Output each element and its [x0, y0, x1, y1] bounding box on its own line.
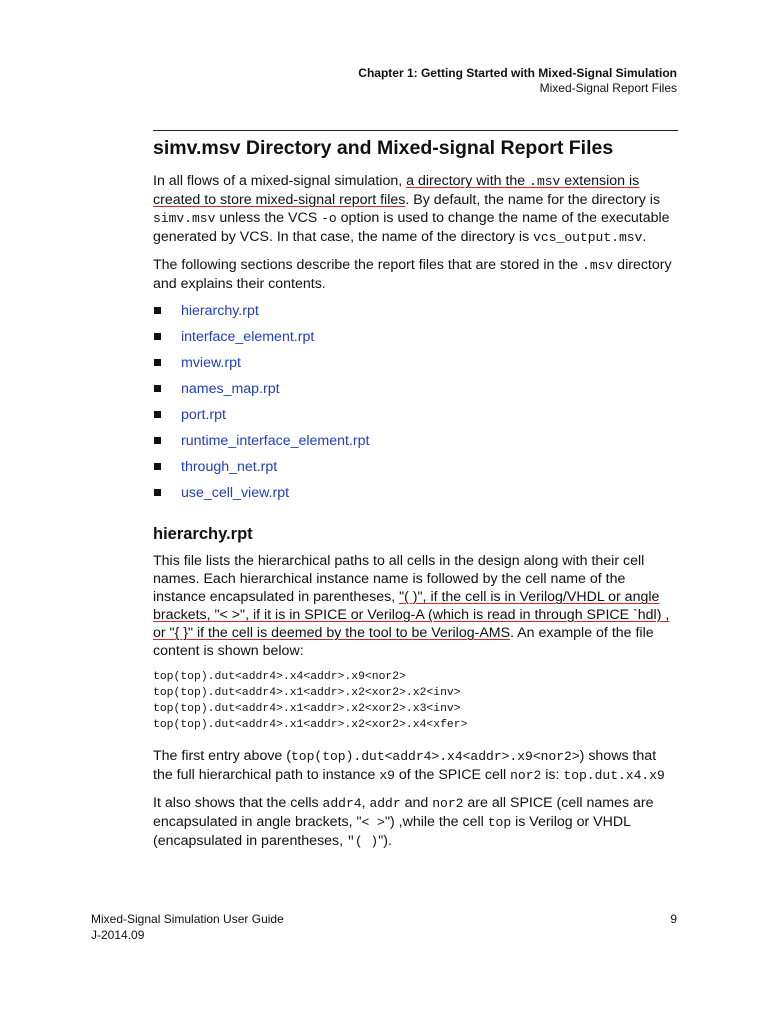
code-line: top(top).dut<addr4>.x1<addr>.x2<xor2>.x4<xfer> — [153, 719, 468, 731]
link-hierarchy-rpt[interactable]: hierarchy.rpt — [181, 303, 259, 319]
report-file-list — [153, 302, 678, 510]
code-example — [153, 669, 678, 733]
bullet-icon — [154, 411, 161, 418]
sections-paragraph: The following sections describe the report files that are stored in the .msv directory and explains their contents. — [153, 257, 672, 292]
page-content — [153, 136, 678, 860]
list-item — [153, 328, 678, 354]
code-line: top(top).dut<addr4>.x1<addr>.x2<xor2>.x3<inv> — [153, 703, 461, 715]
red-underlined-text: a directory with the .msv extension is created to store mixed-signal report files — [153, 173, 640, 208]
list-item — [153, 302, 678, 328]
link-through-net-rpt[interactable]: through_net.rpt — [181, 459, 278, 475]
header-rule — [153, 130, 678, 131]
code-line: top(top).dut<addr4>.x4<addr>.x9<nor2> — [153, 671, 406, 683]
link-interface-element-rpt[interactable]: interface_element.rpt — [181, 329, 315, 345]
link-port-rpt[interactable]: port.rpt — [181, 407, 226, 423]
section-title: Mixed-Signal Report Files — [539, 81, 677, 95]
bullet-icon — [154, 333, 161, 340]
code-vcs-output: vcs_output.msv — [533, 230, 643, 245]
link-runtime-interface-element-rpt[interactable]: runtime_interface_element.rpt — [181, 433, 370, 449]
list-item — [153, 406, 678, 432]
list-item — [153, 484, 678, 510]
first-entry-paragraph: The first entry above (top(top).dut<addr4>.x4<addr>.x9<nor2>) shows that the full hierarchical path to instance x9 of the SPICE cell nor2 is: top.dut.x4.x9 — [153, 748, 665, 783]
bullet-icon — [154, 437, 161, 444]
link-names-map-rpt[interactable]: names_map.rpt — [181, 381, 280, 397]
guide-title: Mixed-Signal Simulation User Guide — [91, 912, 284, 926]
page-title: simv.msv Directory and Mixed-signal Report Files — [153, 137, 614, 159]
cells-paragraph: It also shows that the cells addr4, addr and nor2 are all SPICE (cell names are encapsulated in angle brackets, "< >") ,while the cell top is Verilog or VHDL (encapsulated in parentheses, "( )"). — [153, 795, 654, 849]
section-heading-hierarchy: hierarchy.rpt — [153, 525, 253, 543]
code-option-o: -o — [321, 211, 337, 226]
bullet-icon — [154, 489, 161, 496]
guide-version: J-2014.09 — [91, 928, 145, 942]
hierarchy-paragraph: This file lists the hierarchical paths to all cells in the design along with their cell names. Each hierarchical instance name is followed by the cell name of the instance encapsulated in parentheses, "( )", if the cell is in Verilog/VHDL or angle brackets, "< >", if it is in SPICE or Verilog-A (which is read in through SPICE `hdl) , or "{ }" if the cell is deemed by the tool to be Verilog-AMS. An example of the file content is shown below: — [153, 553, 670, 659]
red-underlined-text: "( )", if the cell is in Verilog/VHDL or angle brackets, "< >", if it is in SPICE or Verilog-A (which is read in through SPICE `hdl) , or "{ }" if the cell is deemed by the tool to be Verilog-AMS — [153, 589, 670, 641]
list-item — [153, 432, 678, 458]
page-number: 9 — [670, 912, 677, 926]
running-header — [358, 66, 677, 96]
code-simv-msv: simv.msv — [153, 211, 216, 226]
bullet-icon — [154, 463, 161, 470]
bullet-icon — [154, 307, 161, 314]
link-use-cell-view-rpt[interactable]: use_cell_view.rpt — [181, 485, 290, 501]
list-item — [153, 458, 678, 484]
intro-paragraph: In all flows of a mixed-signal simulation, a directory with the .msv extension is created to store mixed-signal report files. By default, the name for the directory is simv.msv unless the VCS -o option is used to change the name of the executable generated by VCS. In that case, the name of the directory is vcs_output.msv. — [153, 173, 670, 245]
link-mview-rpt[interactable]: mview.rpt — [181, 355, 241, 371]
chapter-title: Chapter 1: Getting Started with Mixed-Signal Simulation — [358, 66, 677, 80]
list-item — [153, 354, 678, 380]
bullet-icon — [154, 385, 161, 392]
bullet-icon — [154, 359, 161, 366]
page-footer — [91, 911, 677, 943]
list-item — [153, 380, 678, 406]
code-line: top(top).dut<addr4>.x1<addr>.x2<xor2>.x2<inv> — [153, 687, 461, 699]
